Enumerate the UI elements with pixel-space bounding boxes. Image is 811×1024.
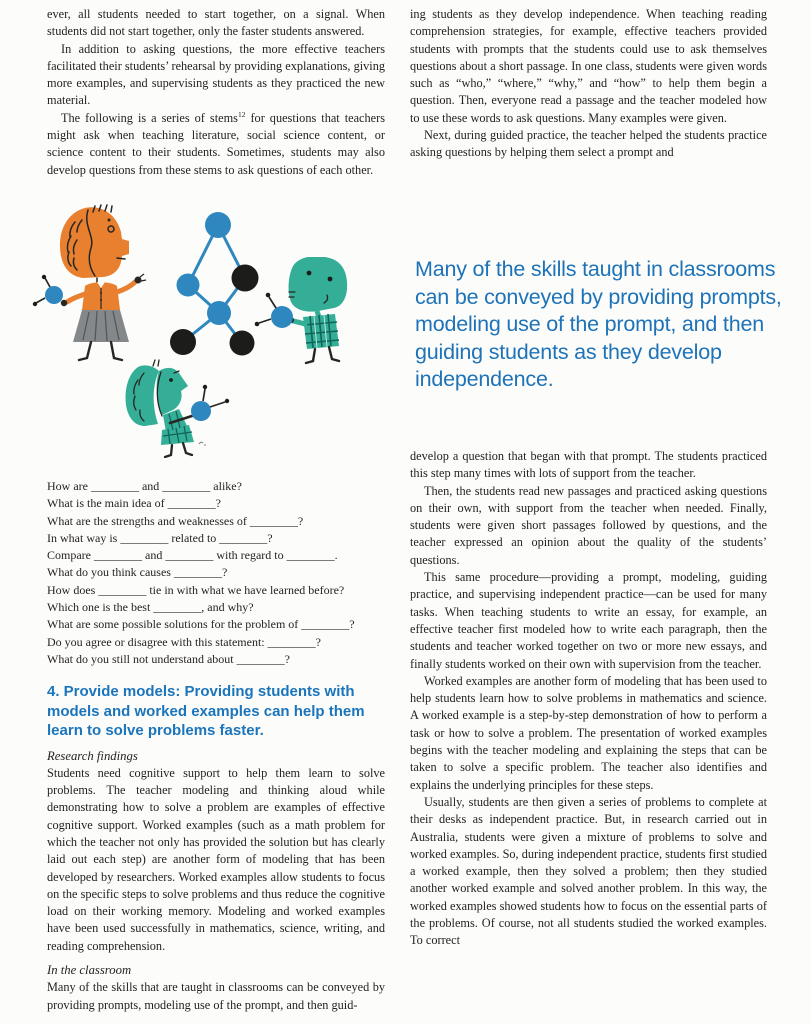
network-nodes <box>170 212 259 356</box>
paragraph-with-footnote <box>47 110 385 179</box>
paragraph: Worked examples are another form of modeling that has been used to help students learn how to solve problems in mathematics and science. A worked example is a step-by-step demonstration of how to perform a task or how to solve a problem. The presentation of worked examples begins with the teacher modeling and explaining the steps that can be taken to solve a specific problem. The teacher also identifies and explains the underlying principles for these steps. <box>410 673 767 792</box>
student-figure-right <box>255 257 347 363</box>
question-stem: What do you think causes ________? <box>47 565 228 580</box>
section-4-heading: 4. Provide models: Providing students with models and worked examples can help them learn to solve problems faster. <box>47 683 365 739</box>
right-column-lower-text <box>410 448 767 950</box>
paragraph: Then, the students read new passages and practiced asking questions on their own, with support from the teacher when needed. Finally, students were given short passages followed by questions, and the teacher expressed an opinion about the quality of the students’ questions. <box>410 483 767 567</box>
section-4 <box>47 682 385 1014</box>
question-stem: What are some possible solutions for the problem of ________? <box>47 617 355 632</box>
question-stem: What are the strengths and weaknesses of ________? <box>47 513 304 528</box>
question-stem: What is the main idea of ________? <box>47 496 221 511</box>
question-stem: How does ________ tie in with what we have learned before? <box>47 582 345 597</box>
paragraph-continued: ing students as they develop independence. When teaching reading comprehension strategies, for example, effective teachers provided students with prompts that the students could use to ask themselves questions about a short passage. In one class, students were given words such as “who,” “where,” “why,” and “how” to help them begin a question. Then, everyone read a passage and the teacher modeled how to use these words to ask questions. Many examples were given. <box>410 7 767 125</box>
question-stem: Compare ________ and ________ with regard to ________. <box>47 548 338 563</box>
question-stem: Do you agree or disagree with this statement: ________? <box>47 634 321 649</box>
paragraph-continued: ever, all students needed to start together, on a signal. When students did not start together, only the faster students answered. <box>47 7 385 39</box>
right-column <box>410 6 782 948</box>
left-column <box>47 6 386 1012</box>
paragraph: In addition to asking questions, the more effective teachers facilitated their students’ rehearsal by providing explanations, giving more examples, and supervising students as they practiced the new material. <box>47 41 385 108</box>
artist-mark <box>199 442 203 444</box>
question-stem: In what way is ________ related to ________? <box>47 530 273 545</box>
footnote-marker: 12 <box>237 109 246 119</box>
paragraph: Usually, students are then given a series of problems to complete at their desks as independent practice. But, in research carried out in Australia, students were given a mixture of problems to solve and worked examples. So, during independent practice, students first studied a worked example, then they solved a problem; then they studied another worked example and solved another problem. In this way, the worked examples showed students how to focus on the essential parts of the problems. Of course, not all students studied the worked examples. To correct <box>410 794 767 948</box>
pull-quote: Many of the skills taught in classrooms can be conveyed by providing prompts, modeling use of the prompt, and then guiding students as they develop independence. <box>415 257 782 392</box>
research-findings-label: Research findings <box>47 748 138 763</box>
question-stem: How are ________ and ________ alike? <box>47 479 242 493</box>
paragraph: This same procedure—providing a prompt, modeling, guiding practice, and supervising independent practice—can be used for many tasks. When teaching students to write an essay, for example, an effective teacher first modeled how to write each paragraph, then the students and teacher worked together on two or more new essays, and finally students worked on their own with supervision from the teacher. <box>410 570 767 671</box>
question-stem: What do you still not understand about ________? <box>47 651 290 666</box>
student-figure-bottom <box>126 360 230 457</box>
teacher-figure <box>33 205 146 360</box>
in-the-classroom-label: In the classroom <box>47 963 132 978</box>
text-part: for questions that teachers might ask when teaching literature, social science content, or science content to their students. Sometimes, students may also develop questions from these stems to ask questions of each other. <box>47 110 386 177</box>
paragraph-continued: develop a question that began with that prompt. The students practiced this step many times with lots of support from the teacher. <box>410 449 767 481</box>
research-findings-paragraph: Students need cognitive support to help them learn to solve problems. The teacher modeling and thinking aloud while demonstrating how to solve a problem are examples of effective cognitive support. Worked examples (such as a math problem for which the teacher not only has provided the solution but has clearly laid out each step) are another form of modeling that has been developed by researchers. Worked examples allow students to focus on the specific steps to solve problems and thus reduce the cognitive load on their working memory. Modeling and worked examples have been used successfully in mathematics, science, writing, and reading comprehension. <box>47 765 385 953</box>
in-the-classroom-paragraph: Many of the skills that are taught in classrooms can be conveyed by providing prompts, modeling use of the prompt, and then guid- <box>47 980 385 1012</box>
text-part: The following is a series of stems <box>61 110 238 125</box>
question-stem: Which one is the best ________, and why? <box>47 600 254 615</box>
paragraph: Next, during guided practice, the teacher helped the students practice asking questions by helping them select a prompt and <box>410 128 767 160</box>
classroom-illustration <box>25 196 395 458</box>
question-stems-list <box>47 478 355 668</box>
